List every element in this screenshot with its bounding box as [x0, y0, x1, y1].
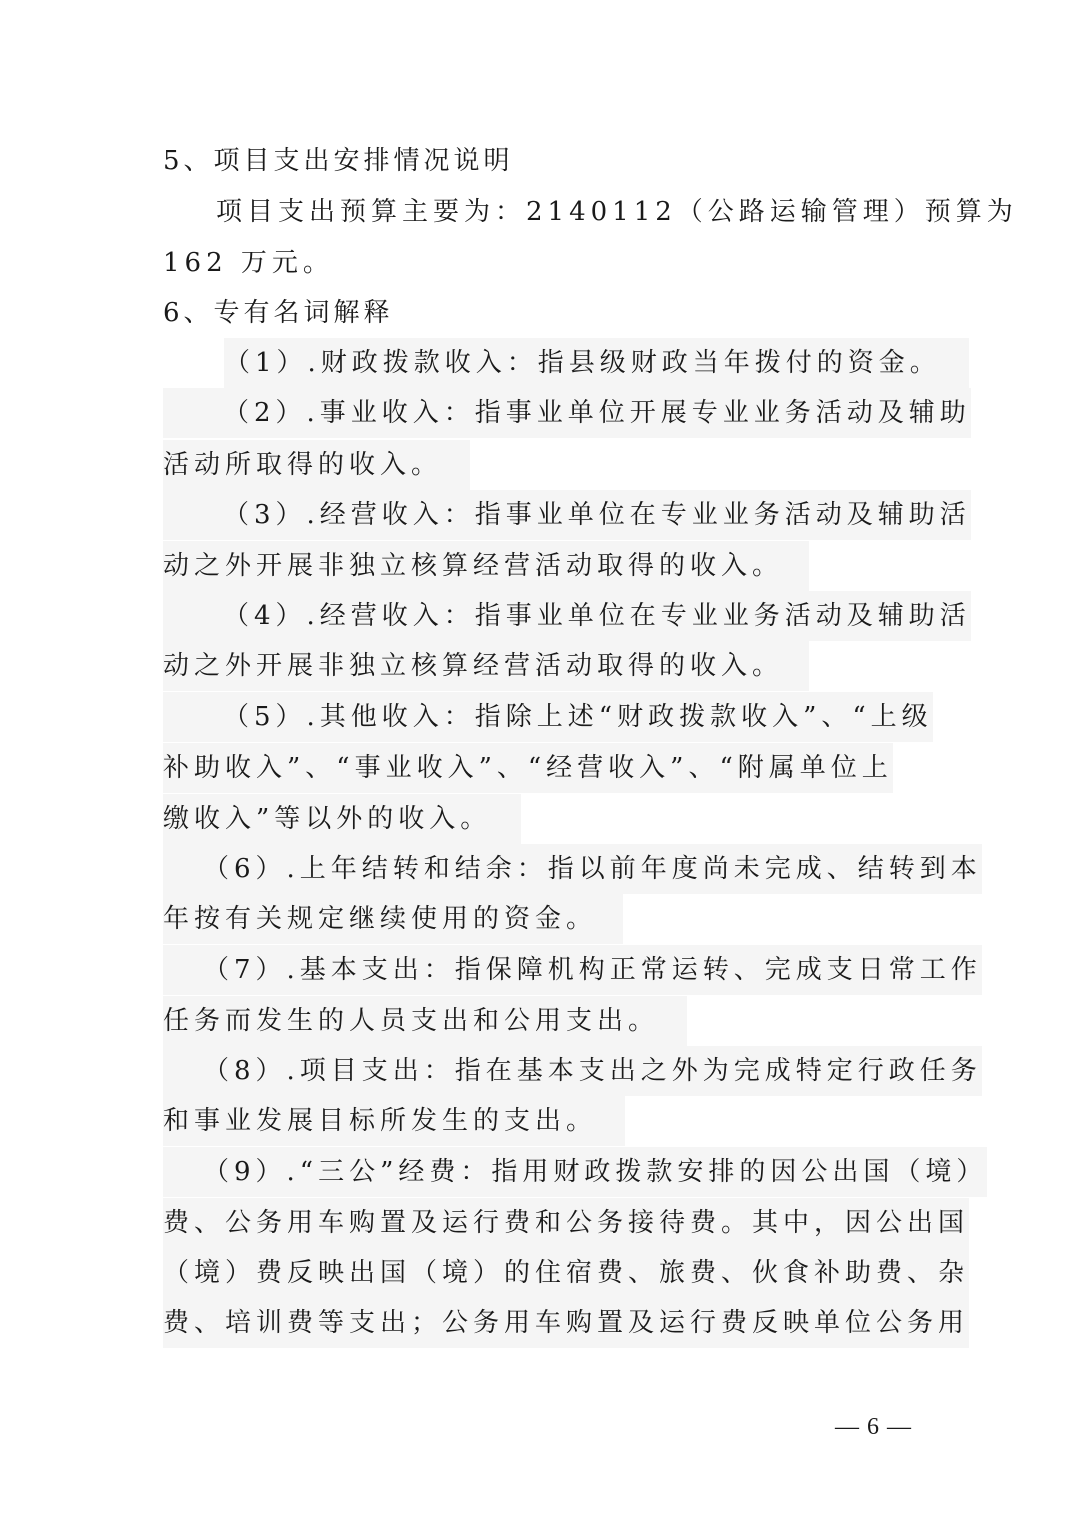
term-definition-line: （8）.项目支出：指在基本支出之外为完成特定行政任务	[163, 1046, 982, 1096]
term-definition-line: 活动所取得的收入。	[163, 440, 470, 490]
section-5-paragraph-line: 162 万元。	[163, 248, 334, 278]
term-definition-line: （境）费反映出国（境）的住宿费、旅费、伙食补助费、杂	[163, 1248, 969, 1298]
term-definition-line: （4）.经营收入：指事业单位在专业业务活动及辅助活	[163, 591, 971, 641]
term-definition-line: 缴收入”等以外的收入。	[163, 794, 521, 844]
term-definition-line: 费、培训费等支出；公务用车购置及运行费反映单位公务用	[163, 1298, 969, 1348]
term-definition-line: 动之外开展非独立核算经营活动取得的收入。	[163, 541, 809, 591]
term-definition-line: （7）.基本支出：指保障机构正常运转、完成支日常工作	[163, 945, 982, 995]
term-definition-line: 和事业发展目标所发生的支出。	[163, 1096, 625, 1146]
section-5-heading: 5、项目支出安排情况说明	[163, 146, 514, 176]
term-definition-line: 任务而发生的人员支出和公用支出。	[163, 996, 687, 1046]
term-definition-line: （6）.上年结转和结余：指以前年度尚未完成、结转到本	[163, 844, 982, 894]
term-definition-line: （5）.其他收入：指除上述“财政拨款收入”、“上级	[163, 692, 933, 742]
section-5-paragraph-line: 项目支出预算主要为：2140112（公路运输管理）预算为	[216, 197, 1018, 227]
page-number: — 6 —	[835, 1414, 912, 1440]
term-definition-line: 费、公务用车购置及运行费和公务接待费。其中，因公出国	[163, 1198, 969, 1248]
term-definition-line: 动之外开展非独立核算经营活动取得的收入。	[163, 641, 809, 691]
section-6-heading: 6、专有名词解释	[163, 298, 394, 328]
term-definition-line: （2）.事业收入：指事业单位开展专业业务活动及辅助	[163, 388, 971, 438]
term-definition-line: （3）.经营收入：指事业单位在专业业务活动及辅助活	[163, 490, 971, 540]
term-definition-line: 补助收入”、“事业收入”、“经营收入”、“附属单位上	[163, 743, 893, 793]
term-definition-line: 年按有关规定继续使用的资金。	[163, 894, 623, 944]
term-definition-line: （1）.财政拨款收入：指县级财政当年拨付的资金。	[224, 338, 969, 388]
term-definition-line: （9）.“三公”经费：指用财政拨款安排的因公出国（境）	[163, 1147, 987, 1197]
